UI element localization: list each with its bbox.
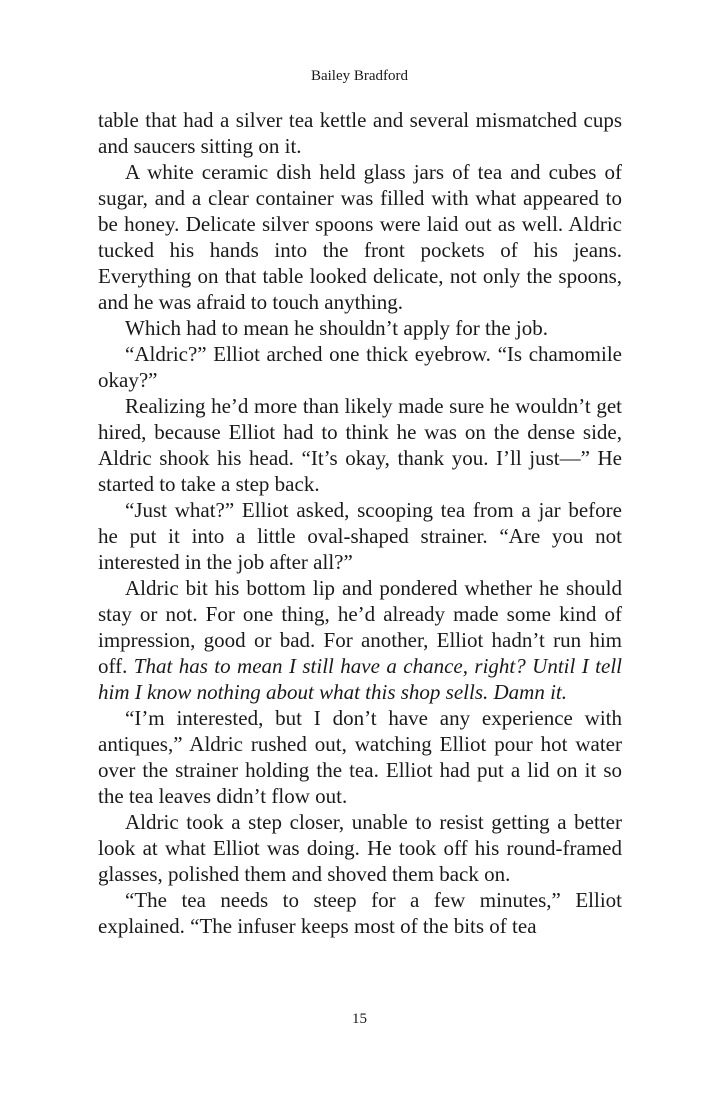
page-number: 15 <box>352 1011 367 1027</box>
paragraph-7-italic-thought: That has to mean I still have a chance, right? Until I tell him I know nothing about what this shop sells. Damn it. <box>98 654 622 704</box>
body-text <box>98 107 622 939</box>
paragraph-7 <box>98 575 622 705</box>
paragraph-8: “I’m interested, but I don’t have any experience with antiques,” Aldric rushed out, watching Elliot pour hot water over the strainer holding the tea. Elliot had put a lid on it so the tea leaves didn’t flow out. <box>98 706 622 808</box>
paragraph-1: table that had a silver tea kettle and several mismatched cups and saucers sitting on it. <box>98 108 622 158</box>
paragraph-7-text: Aldric bit his bottom lip and pondered whether he should stay or not. For one thing, he’d already made some kind of impression, good or bad. For another, Elliot hadn’t run him off. <box>98 576 622 678</box>
paragraph-2: A white ceramic dish held glass jars of tea and cubes of sugar, and a clear container was filled with what appeared to be honey. Delicate silver spoons were laid out as well. Aldric tucked his hands into the front pockets of his jeans. Everything on that table looked delicate, not only the spoons, and he was afraid to touch anything. <box>98 160 622 314</box>
running-header-author: Bailey Bradford <box>310 68 409 84</box>
paragraph-9: Aldric took a step closer, unable to resist getting a better look at what Elliot was doing. He took off his round-framed glasses, polished them and shoved them back on. <box>98 810 622 886</box>
paragraph-6: “Just what?” Elliot asked, scooping tea from a jar before he put it into a little oval-shaped strainer. “Are you not interested in the job after all?” <box>98 498 622 574</box>
paragraph-5: Realizing he’d more than likely made sure he wouldn’t get hired, because Elliot had to think he was on the dense side, Aldric shook his head. “It’s okay, thank you. I’ll just—” He started to take a step back. <box>98 394 622 496</box>
paragraph-3: Which had to mean he shouldn’t apply for the job. <box>125 316 549 340</box>
paragraph-4: “Aldric?” Elliot arched one thick eyebrow. “Is chamomile okay?” <box>98 342 622 392</box>
paragraph-10: “The tea needs to steep for a few minutes,” Elliot explained. “The infuser keeps most of the bits of tea <box>98 888 622 938</box>
